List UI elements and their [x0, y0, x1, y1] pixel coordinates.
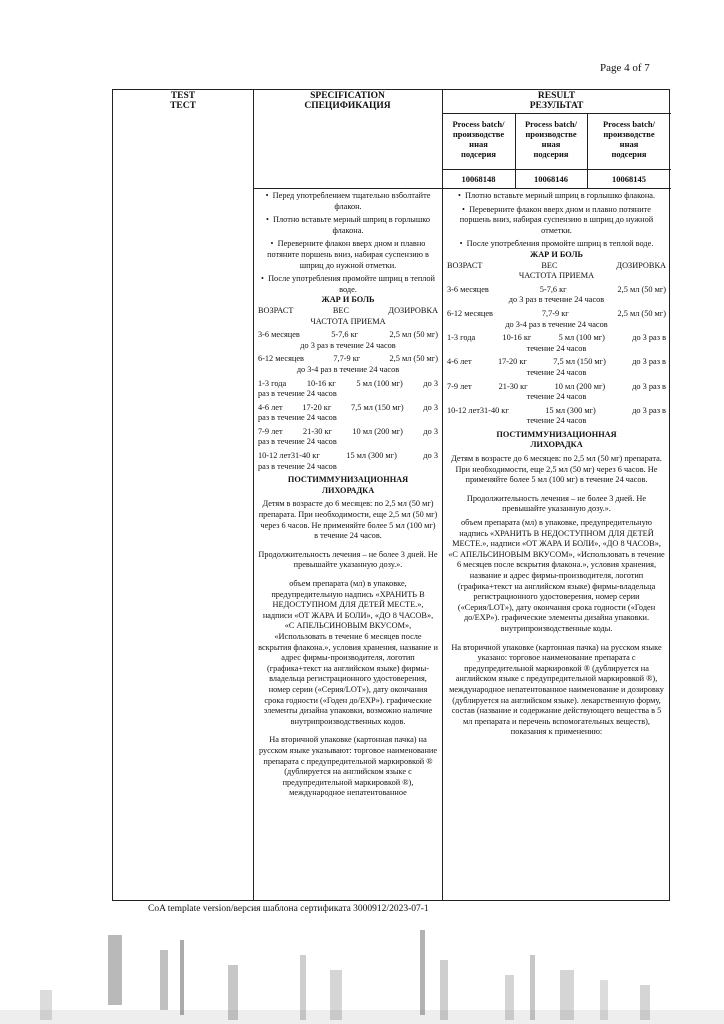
result-dose-row: 4-6 лет 17-20 кг 7,5 мл (150 мг) до 3 раз в течение 24 часов [447, 357, 666, 377]
result-dose-row: 6-12 месяцев 7,7-9 кг 2,5 мл (50 мг) до 3-4 раз в течение 24 часов [447, 308, 666, 329]
result-dose-row: 1-3 года 10-16 кг 5 мл (100 мг) до 3 раз в течение 24 часов [447, 333, 666, 353]
spec-dose-row: 3-6 месяцев 5-7,6 кг 2,5 мл (50 мг) до 3 раз в течение 24 часов [258, 330, 438, 350]
spec-bullet: • Перед употреблением тщательно взболтайте флакон. [265, 191, 431, 211]
scan-noise [0, 915, 724, 1024]
result-duration: Продолжительность лечения – не более 3 дней. Не превышайте указанную дозу.». [466, 493, 647, 514]
spec-duration: Продолжительность лечения – не более 3 дней. Не превышайте указанную дозу.». [258, 549, 438, 570]
template-version-footer: CoA template version/версия шаблона сертификата 3000912/2023-07-1 [148, 904, 429, 914]
spec-frequency-header: ЧАСТОТА ПРИЕМА [310, 316, 386, 326]
spec-dose-row: 6-12 месяцев 7,7-9 кг 2,5 мл (50 мг) до 3-4 раз в течение 24 часов [258, 354, 438, 374]
result-bullet: • После употребления промойте шприц в теплой воде. [459, 239, 654, 249]
result-bullet: • Переверните флакон вверх дном и плавно потяните поршень вниз, набирая суспензию в шприц до нужной отметки. [459, 204, 654, 235]
batch-header-2: Process batch/ производстве нная подсерия [524, 119, 578, 159]
page-number: Page 4 of 7 [600, 62, 650, 74]
batch-number-3: 10068145 [612, 174, 646, 184]
result-post-text: Детям в возрасте до 6 месяцев: по 2,5 мл (50 мг) препарата. При необходимости, еще 2,5 мл (50 мг) через 6 часов. Не применяйте более 5 мл (100 мг) в течение 24 часов. [451, 454, 662, 485]
result-secondary-text: На вторичной упаковке (картонная пачка) на русском языке указано: торговое наименование препарата с предупредительной маркировкой ® (дублируется на английском языке с предупредительной маркировкой ®), международное непатентованное наименование и дозировку (дублируется на английском языке). лекарственную форму, состав (название и содержание действующего вещества в 5 мл препарата и перечень вспомогательных веществ), показания к применению: [449, 642, 664, 737]
result-dose-row: 3-6 месяцев 5-7,6 кг 2,5 мл (50 мг) до 3 раз в течение 24 часов [447, 284, 666, 305]
header-test: TEST ТЕСТ [170, 91, 196, 111]
column-divider [442, 90, 443, 900]
spec-dosing-header: ВОЗРАСТ ВЕС ДОЗИРОВКА [258, 305, 438, 315]
header-result: RESULT РЕЗУЛЬТАТ [529, 91, 584, 111]
spec-dose-row: 4-6 лет 17-20 кг 7,5 мл (150 мг) до 3 раз в течение 24 часов [258, 402, 438, 423]
spec-fever-title: ЖАР И БОЛЬ [321, 295, 375, 305]
column-divider [253, 90, 254, 900]
row-divider [253, 188, 671, 189]
result-bullet: • Плотно вставьте мерный шприц в горлышко флакона. [457, 191, 656, 200]
spec-bullet: • Плотно вставьте мерный шприц в горлышко флакона. [265, 215, 431, 235]
result-dose-row: 7-9 лет 21-30 кг 10 мл (200 мг) до 3 раз в течение 24 часов [447, 381, 666, 402]
batch-header-3: Process batch/ производстве нная подсерия [602, 119, 656, 159]
spec-bullet: • Переверните флакон вверх дном и плавно потяните поршень вниз, набирая суспензию в шприц до нужной отметки. [267, 239, 429, 270]
spec-post-title: ПОСТИММУНИЗАЦИОННАЯ ЛИХОРАДКА [287, 475, 409, 495]
spec-secondary-text: На вторичной упаковке (картонная пачка) на русском языке указывают: торговое наименование препарата с предупредительной маркировкой ® (дублируется на английском языке с предупредительной маркировкой ®), международное непатентованное [258, 735, 438, 798]
result-post-title: ПОСТИММУНИЗАЦИОННАЯ ЛИХОРАДКА [496, 429, 617, 450]
result-fever-title: ЖАР И БОЛЬ [529, 249, 583, 259]
batch-header-1: Process batch/ производстве нная подсерия [452, 119, 505, 159]
spec-table [112, 89, 670, 901]
spec-bullet: • После употребления промойте шприц в теплой воде. [261, 274, 435, 294]
row-divider [515, 169, 671, 170]
spec-volume-text: объем препарата (мл) в упаковке, предупредительную надпись «ХРАНИТЬ В НЕДОСТУПНОМ ДЛЯ ДЕТЕЙ МЕСТЕ.», надписи «ОТ ЖАРА И БОЛИ», «ДО 8 ЧАСОВ», «С АПЕЛЬСИНОВЫМ ВКУСОМ», «Использовать в течение 6 месяцев после вскрытия флакона.», условия хранения, название и адрес фирмы-производителя, логотип (графика+текст на английском языке) фирмы-владельца регистрационного удостоверения, номер серии («Серия/LOT»), дату окончания срока годности («Годен до/EXP»). графические элементы дизайна упаковки, возможно наличие внутрипроизводственных кодов. [258, 579, 438, 726]
result-frequency-header: ЧАСТОТА ПРИЕМА [518, 271, 595, 281]
spec-dose-row: 7-9 лет 21-30 кг 10 мл (200 мг) до 3 раз в течение 24 часов [258, 426, 438, 447]
batch-number-1: 10068148 [461, 174, 496, 184]
result-dosing-header: ВОЗРАСТ ВЕС ДОЗИРОВКА [447, 260, 666, 270]
result-volume-text: объем препарата (мл) в упаковке, предупредительную надпись «ХРАНИТЬ В НЕДОСТУПНОМ ДЛЯ ДЕТЕЙ МЕСТЕ.», надписи «ОТ ЖАРА И БОЛИ», «ДО 8 ЧАСОВ», «С АПЕЛЬСИНОВЫМ ВКУСОМ», «Использовать в течение 6 месяцев после вскрытия флакона.», условия хранения, название и адрес фирмы-производителя, логотип (графика+текст на английском языке) фирмы-владельца регистрационного удостоверения, номер серии («Серия/LOT»), дату окончания срока годности («Годен до/EXP»). графические элементы дизайна упаковки. внутрипроизводственные коды. [448, 518, 665, 633]
row-divider [442, 169, 515, 170]
batch-number-2: 10068146 [534, 174, 568, 184]
specification-column [258, 191, 438, 799]
result-dose-row: 10-12 лет31-40 кг 15 мл (300 мг) до 3 раз в течение 24 часов [447, 405, 666, 426]
spec-dose-row: 1-3 года 10-16 кг 5 мл (100 мг) до 3 раз в течение 24 часов [258, 378, 438, 399]
result-column [447, 191, 666, 738]
header-specification: SPECIFICATION СПЕЦИФИКАЦИЯ [304, 91, 391, 111]
spec-dose-row: 10-12 лет31-40 кг 15 мл (300 мг) до 3 раз в течение 24 часов [258, 451, 438, 471]
row-divider [442, 113, 671, 114]
spec-post-text: Детям в возрасте до 6 месяцев: по 2,5 мл (50 мг) препарата. При необходимости, еще 2,5 мл (50 мг) через 6 часов. Не применяйте более 5 мл (100 мг) в течение 24 часов. [258, 499, 438, 541]
